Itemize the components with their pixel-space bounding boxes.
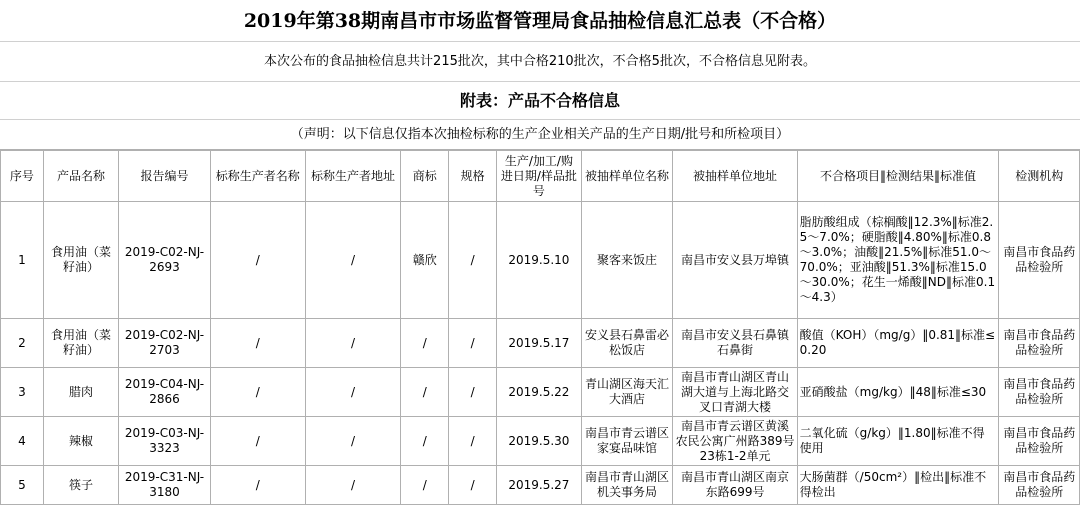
cell-result: 亚硝酸盐（mg/kg）‖48‖标准≤30 bbox=[797, 368, 999, 417]
cell-spec: / bbox=[449, 319, 497, 368]
cell-maker: / bbox=[210, 466, 305, 505]
table-header-row bbox=[1, 151, 1080, 202]
cell-lab: 南昌市食品药品检验所 bbox=[999, 319, 1080, 368]
cell-sampled-unit-address: 南昌市青山湖区青山湖大道与上海北路交叉口青湖大楼 bbox=[673, 368, 797, 417]
col-header-no: 序号 bbox=[1, 151, 44, 202]
cell-result: 酸值（KOH）（mg/g）‖0.81‖标准≤0.20 bbox=[797, 319, 999, 368]
cell-maker: / bbox=[210, 368, 305, 417]
cell-maker-address: / bbox=[305, 368, 401, 417]
cell-sampled-unit-address: 南昌市安义县石鼻镇石鼻街 bbox=[673, 319, 797, 368]
annex-title: 附表：产品不合格信息 bbox=[0, 82, 1080, 120]
col-header-brand: 商标 bbox=[401, 151, 449, 202]
cell-sampled-unit-address: 南昌市青云谱区黄溪农民公寓广州路389号23栋1-2单元 bbox=[673, 417, 797, 466]
cell-report: 2019-C02-NJ-2703 bbox=[119, 319, 211, 368]
cell-brand: / bbox=[401, 319, 449, 368]
table-row bbox=[1, 368, 1080, 417]
cell-no: 5 bbox=[1, 466, 44, 505]
cell-date: 2019.5.22 bbox=[497, 368, 582, 417]
table-row bbox=[1, 319, 1080, 368]
cell-maker: / bbox=[210, 417, 305, 466]
cell-report: 2019-C31-NJ-3180 bbox=[119, 466, 211, 505]
col-header-product: 产品名称 bbox=[43, 151, 118, 202]
col-header-lab: 检测机构 bbox=[999, 151, 1080, 202]
cell-brand: / bbox=[401, 417, 449, 466]
cell-sampled-unit-address: 南昌市安义县万埠镇 bbox=[673, 202, 797, 319]
cell-no: 4 bbox=[1, 417, 44, 466]
col-header-sampled-unit-address: 被抽样单位地址 bbox=[673, 151, 797, 202]
table-row bbox=[1, 466, 1080, 505]
col-header-spec: 规格 bbox=[449, 151, 497, 202]
report-title: 2019年第38期南昌市市场监督管理局食品抽检信息汇总表（不合格） bbox=[0, 0, 1080, 42]
table-row bbox=[1, 417, 1080, 466]
cell-sampled-unit: 聚客来饭庄 bbox=[581, 202, 673, 319]
cell-lab: 南昌市食品药品检验所 bbox=[999, 368, 1080, 417]
col-header-report: 报告编号 bbox=[119, 151, 211, 202]
cell-report: 2019-C03-NJ-3323 bbox=[119, 417, 211, 466]
cell-date: 2019.5.30 bbox=[497, 417, 582, 466]
cell-date: 2019.5.17 bbox=[497, 319, 582, 368]
cell-lab: 南昌市食品药品检验所 bbox=[999, 466, 1080, 505]
cell-spec: / bbox=[449, 417, 497, 466]
cell-report: 2019-C02-NJ-2693 bbox=[119, 202, 211, 319]
cell-maker: / bbox=[210, 319, 305, 368]
cell-sampled-unit: 南昌市青山湖区机关事务局 bbox=[581, 466, 673, 505]
cell-maker-address: / bbox=[305, 319, 401, 368]
disclaimer-text: （声明：以下信息仅指本次抽检标称的生产企业相关产品的生产日期/批号和所检项目） bbox=[0, 120, 1080, 150]
cell-result: 二氧化硫（g/kg）‖1.80‖标准不得使用 bbox=[797, 417, 999, 466]
cell-brand: / bbox=[401, 466, 449, 505]
cell-product: 食用油（菜籽油） bbox=[43, 319, 118, 368]
cell-brand: 赣欣 bbox=[401, 202, 449, 319]
cell-sampled-unit: 安义县石鼻雷必松饭店 bbox=[581, 319, 673, 368]
cell-no: 3 bbox=[1, 368, 44, 417]
col-header-sampled-unit: 被抽样单位名称 bbox=[581, 151, 673, 202]
cell-spec: / bbox=[449, 466, 497, 505]
cell-result: 大肠菌群（/50cm²）‖检出‖标准不得检出 bbox=[797, 466, 999, 505]
cell-lab: 南昌市食品药品检验所 bbox=[999, 417, 1080, 466]
col-header-date: 生产/加工/购进日期/样品批号 bbox=[497, 151, 582, 202]
col-header-maker-address: 标称生产者地址 bbox=[305, 151, 401, 202]
cell-spec: / bbox=[449, 202, 497, 319]
cell-sampled-unit-address: 南昌市青山湖区南京东路699号 bbox=[673, 466, 797, 505]
cell-date: 2019.5.27 bbox=[497, 466, 582, 505]
cell-product: 筷子 bbox=[43, 466, 118, 505]
cell-product: 腊肉 bbox=[43, 368, 118, 417]
cell-maker-address: / bbox=[305, 417, 401, 466]
cell-sampled-unit: 南昌市青云谱区家宴品味馆 bbox=[581, 417, 673, 466]
cell-maker: / bbox=[210, 202, 305, 319]
cell-no: 1 bbox=[1, 202, 44, 319]
col-header-maker: 标称生产者名称 bbox=[210, 151, 305, 202]
cell-product: 食用油（菜籽油） bbox=[43, 202, 118, 319]
cell-brand: / bbox=[401, 368, 449, 417]
cell-product: 辣椒 bbox=[43, 417, 118, 466]
cell-maker-address: / bbox=[305, 466, 401, 505]
cell-spec: / bbox=[449, 368, 497, 417]
cell-report: 2019-C04-NJ-2866 bbox=[119, 368, 211, 417]
unqualified-products-table bbox=[0, 150, 1080, 505]
cell-no: 2 bbox=[1, 319, 44, 368]
summary-text: 本次公布的食品抽检信息共计215批次，其中合格210批次，不合格5批次，不合格信息见附表。 bbox=[0, 42, 1080, 82]
cell-lab: 南昌市食品药品检验所 bbox=[999, 202, 1080, 319]
col-header-result: 不合格项目‖检测结果‖标准值 bbox=[797, 151, 999, 202]
cell-result: 脂肪酸组成（棕榈酸‖12.3%‖标准2.5～7.0%；硬脂酸‖4.80%‖标准0.8～3.0%；油酸‖21.5%‖标准51.0～70.0%；亚油酸‖51.3%‖标准15.0～30.0%；花生一烯酸‖ND‖标准0.1～4.3） bbox=[797, 202, 999, 319]
cell-date: 2019.5.10 bbox=[497, 202, 582, 319]
cell-sampled-unit: 青山湖区海天汇大酒店 bbox=[581, 368, 673, 417]
cell-maker-address: / bbox=[305, 202, 401, 319]
table-row bbox=[1, 202, 1080, 319]
